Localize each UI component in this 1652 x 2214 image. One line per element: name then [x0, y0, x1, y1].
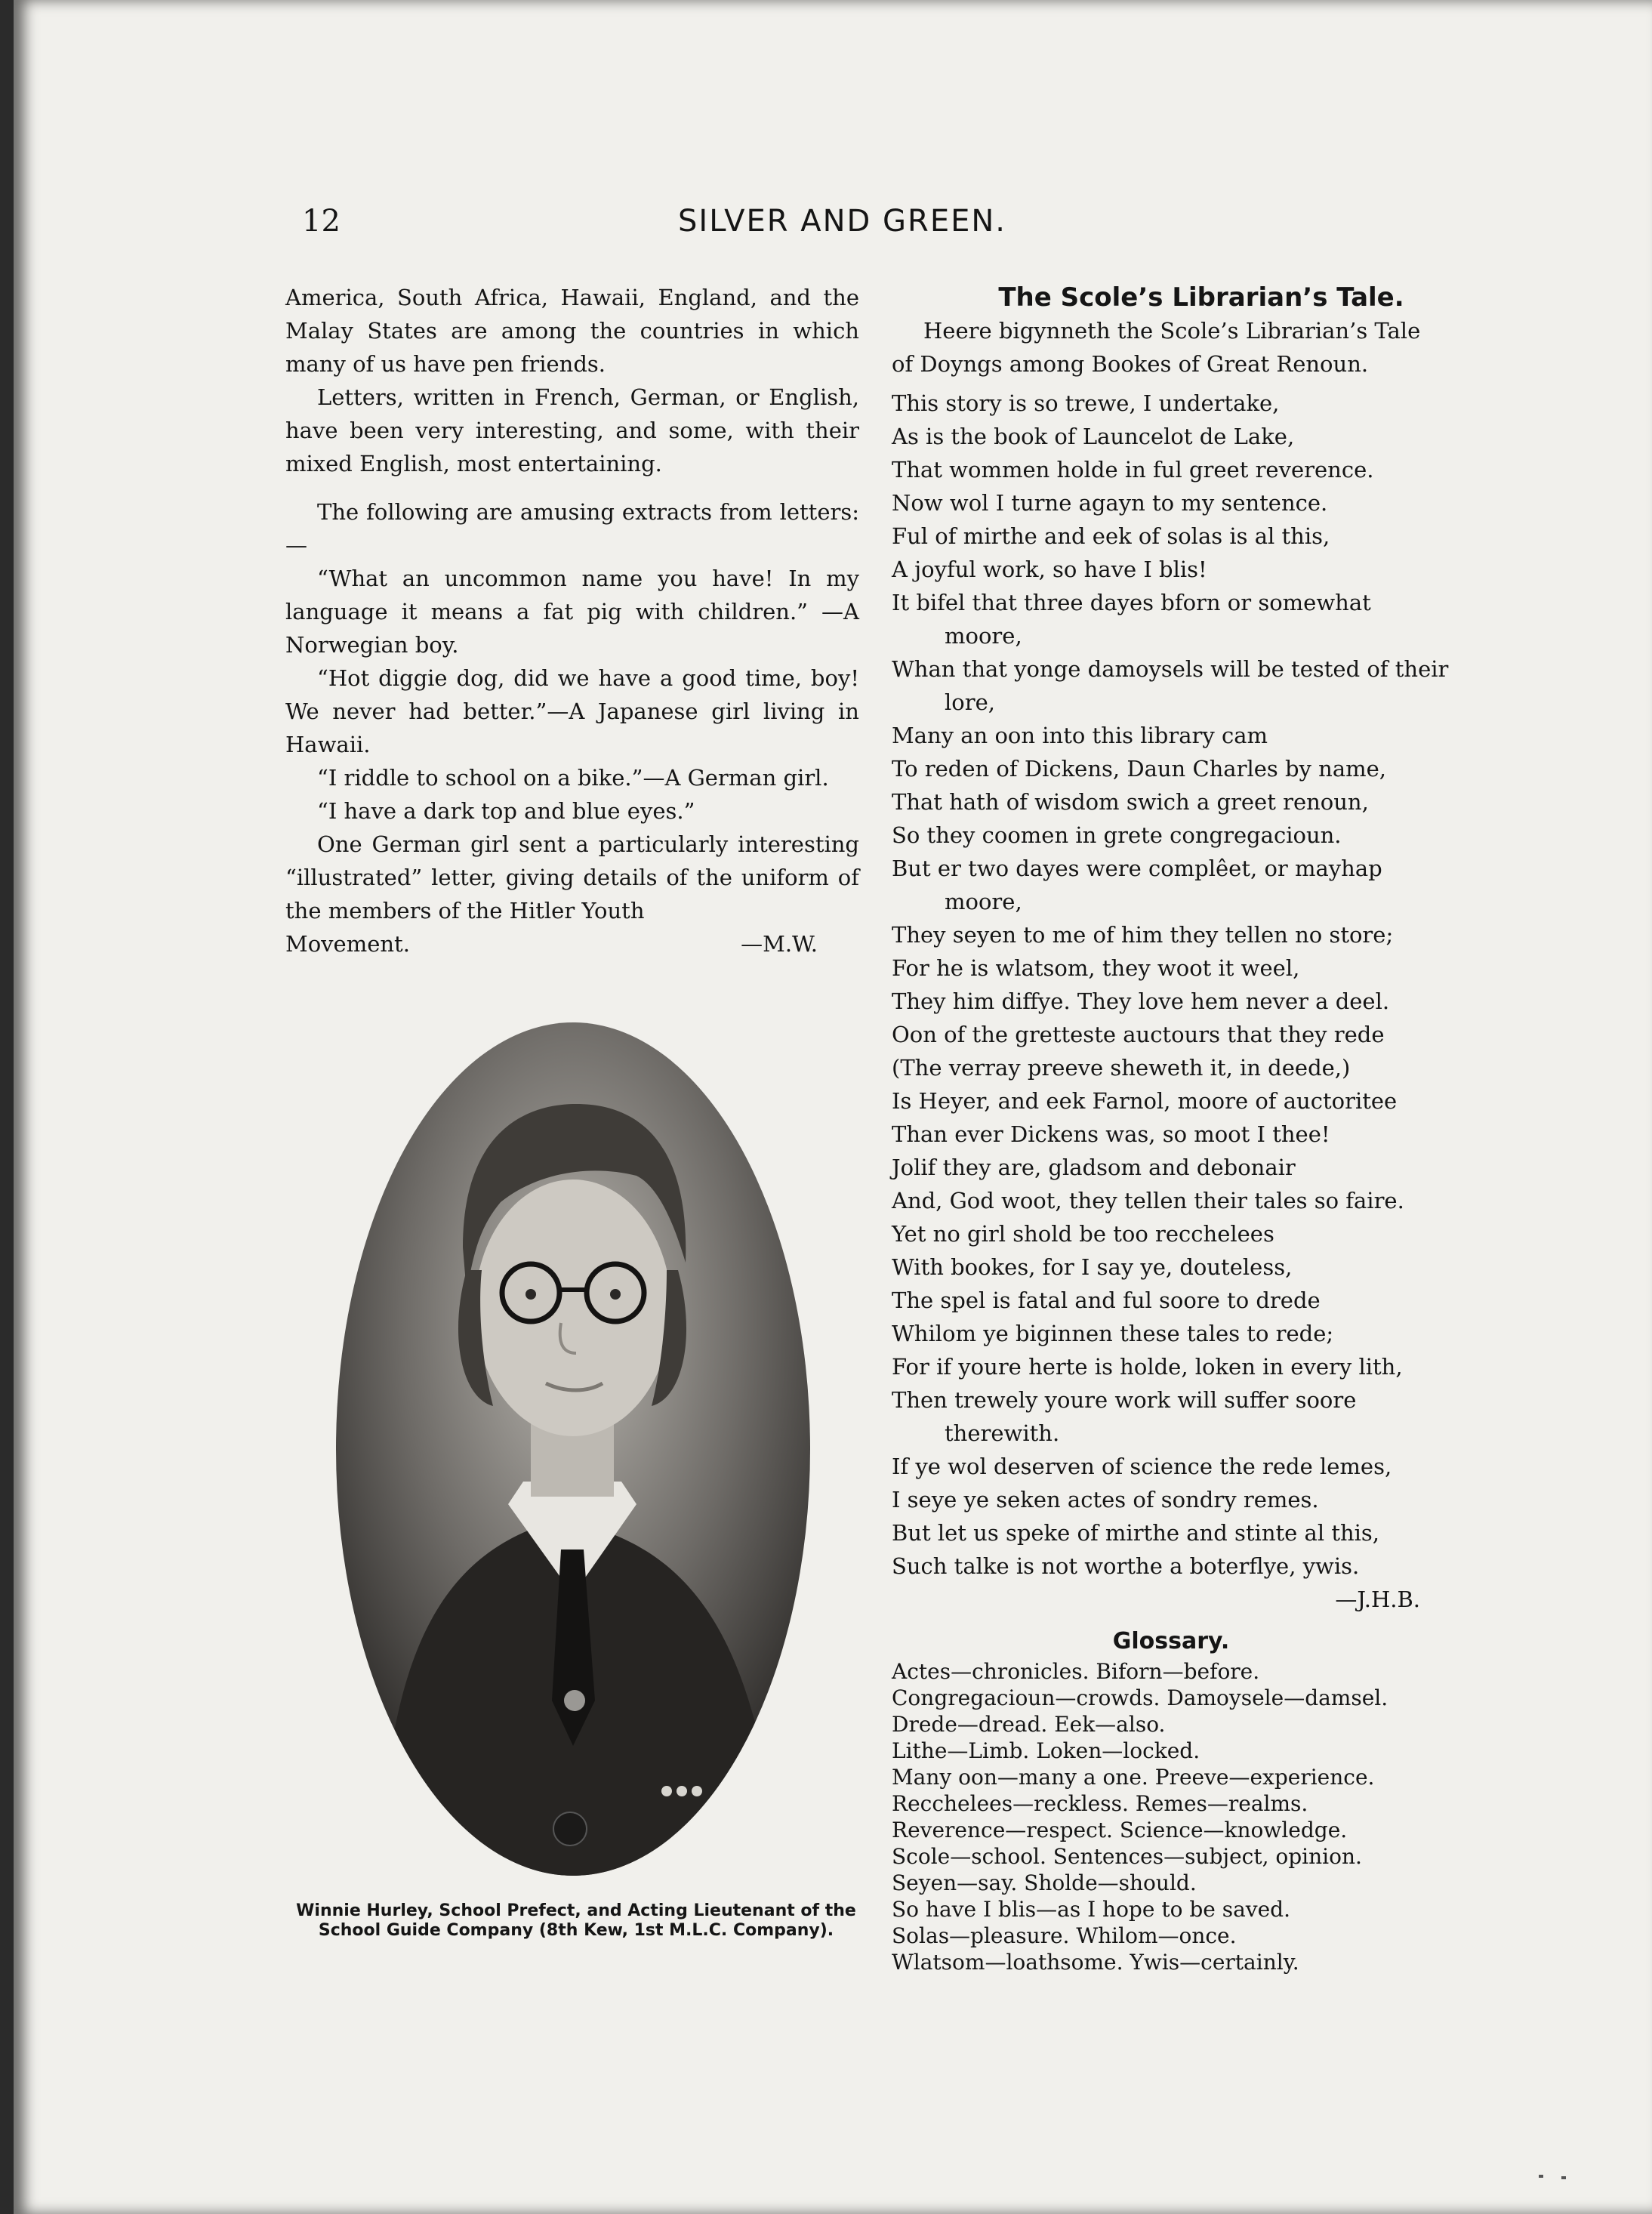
scan-speck	[1561, 2176, 1566, 2179]
glossary-line: Drede—dread. Eek—also.	[892, 1712, 1166, 1737]
tale-title: The Scole’s Librarian’s Tale.	[998, 282, 1404, 313]
poem-line: To reden of Dickens, Daun Charles by name,	[892, 756, 1387, 782]
right-column	[892, 281, 1450, 1975]
poem-line: The spel is fatal and ful soore to drede	[892, 1287, 1321, 1313]
glossary-line: So have I blis—as I hope to be saved.	[892, 1897, 1291, 1922]
poem-line: Many an oon into this library cam	[892, 723, 1268, 748]
quote-german-girl: “I riddle to school on a bike.”—A German girl.	[317, 765, 829, 791]
quote-japanese-girl: “Hot diggie dog, did we have a good time, boy! We never had better.”—A Japanese girl living in Hawaii.	[285, 665, 859, 757]
poem-line: So they coomen in grete congregacioun.	[892, 822, 1342, 848]
poem-line: Now wol I turne agayn to my sentence.	[892, 490, 1328, 516]
poem-line: That wommen holde in ful greet reverence.	[892, 457, 1374, 483]
poem-line: They him diffye. They love hem never a deel.	[892, 988, 1390, 1014]
glossary	[892, 1658, 1450, 1975]
last-word: Movement.	[285, 931, 410, 957]
photo-caption: Winnie Hurley, School Prefect, and Acting Lieutenant of the School Guide Company (8th Kew, 1st M.L.C. Company).	[296, 1901, 856, 1940]
glossary-line: Actes—chronicles. Biforn—before.	[892, 1659, 1260, 1684]
poem-line: But let us speke of mirthe and stinte al this,	[892, 1520, 1380, 1546]
poem-signature: —J.H.B.	[1335, 1586, 1420, 1612]
tale-intro	[892, 314, 1450, 381]
signature-line	[285, 927, 859, 961]
quote-dark-top: “I have a dark top and blue eyes.”	[317, 798, 695, 824]
glossary-line: Lithe—Limb. Loken—locked.	[892, 1738, 1200, 1763]
poem-line: And, God woot, they tellen their tales so faire.	[892, 1188, 1404, 1213]
glossary-line: Solas—pleasure. Whilom—once.	[892, 1923, 1237, 1948]
glossary-line: Recchelees—reckless. Remes—realms.	[892, 1791, 1308, 1816]
page-header	[14, 204, 1652, 249]
poem-line: Whilom ye biginnen these tales to rede;	[892, 1321, 1334, 1346]
poem-line: Oon of the gretteste auctours that they rede	[892, 1022, 1385, 1047]
poem-line: (The verray preeve sheweth it, in deede,)	[892, 1055, 1351, 1081]
poem-line: I seye ye seken actes of sondry remes.	[892, 1487, 1319, 1512]
author-signature: —M.W.	[741, 931, 818, 957]
poem-line: For if youre herte is holde, loken in every lith,	[892, 1354, 1403, 1380]
paragraph-letters: Letters, written in French, German, or English, have been very interesting, and some, with their mixed English, most entertaining.	[285, 384, 859, 476]
tale-intro-line-1: Heere bigynneth the Scole’s Librarian’s Tale	[923, 318, 1421, 344]
left-column	[285, 281, 859, 961]
poem-line: As is the book of Launcelot de Lake,	[892, 424, 1295, 449]
glossary-line: Seyen—say. Sholde—should.	[892, 1870, 1197, 1895]
poem-line: Jolif they are, gladsom and debonair	[892, 1155, 1296, 1180]
portrait-photo	[334, 1021, 812, 1878]
glossary-title: Glossary.	[1112, 1628, 1230, 1654]
poem-line: But er two dayes were complêet, or mayhap moore,	[892, 856, 1382, 914]
poem-line: With bookes, for I say ye, douteless,	[892, 1254, 1293, 1280]
glossary-line: Wlatsom—loathsome. Ywis—certainly.	[892, 1950, 1299, 1975]
scan-speck	[1539, 2175, 1543, 2178]
poem	[892, 387, 1450, 1616]
paragraph-illustrated-letter: One German girl sent a particularly interesting “illustrated” letter, giving details of the uniform of the members of the Hitler Youth	[285, 831, 859, 924]
poem-line: If ye wol deserven of science the rede lemes,	[892, 1454, 1392, 1479]
glossary-line: Scole—school. Sentences—subject, opinion.	[892, 1844, 1362, 1869]
poem-line: They seyen to me of him they tellen no store;	[892, 922, 1394, 948]
glossary-line: Reverence—respect. Science—knowledge.	[892, 1818, 1348, 1842]
page	[14, 0, 1652, 2214]
poem-line: For he is wlatsom, they woot it weel,	[892, 955, 1300, 981]
poem-line: Such talke is not worthe a boterflye, ywis.	[892, 1553, 1360, 1579]
poem-line: This story is so trewe, I undertake,	[892, 390, 1280, 416]
poem-line: That hath of wisdom swich a greet renoun,	[892, 789, 1369, 815]
poem-line: Ful of mirthe and eek of solas is al this,	[892, 523, 1330, 549]
poem-line: It bifel that three dayes bforn or somewhat moore,	[892, 590, 1371, 649]
page-number: 12	[302, 204, 341, 239]
poem-line: Then trewely youre work will suffer soore therewith.	[892, 1387, 1357, 1446]
glossary-line: Many oon—many a one. Preeve—experience.	[892, 1765, 1375, 1790]
poem-line: Yet no girl shold be too recchelees	[892, 1221, 1274, 1247]
poem-line: Whan that yonge damoysels will be tested of their lore,	[892, 656, 1449, 715]
poem-line: Than ever Dickens was, so moot I thee!	[892, 1121, 1330, 1147]
paragraph-extracts-intro: The following are amusing extracts from letters:—	[285, 499, 859, 558]
paragraph-pen-friends: America, South Africa, Hawaii, England, and the Malay States are among the countries in which many of us have pen friends.	[285, 285, 859, 377]
glossary-line: Congregacioun—crowds. Damoysele—damsel.	[892, 1685, 1388, 1710]
poem-line: Is Heyer, and eek Farnol, moore of auctoritee	[892, 1088, 1398, 1114]
poem-line: A joyful work, so have I blis!	[892, 557, 1207, 582]
tale-intro-line-2: of Doyngs among Bookes of Great Renoun.	[892, 351, 1369, 377]
running-head: SILVER AND GREEN.	[678, 204, 1006, 239]
quote-norwegian-boy: “What an uncommon name you have! In my language it means a fat pig with children.” —A Norwegian boy.	[285, 566, 859, 658]
